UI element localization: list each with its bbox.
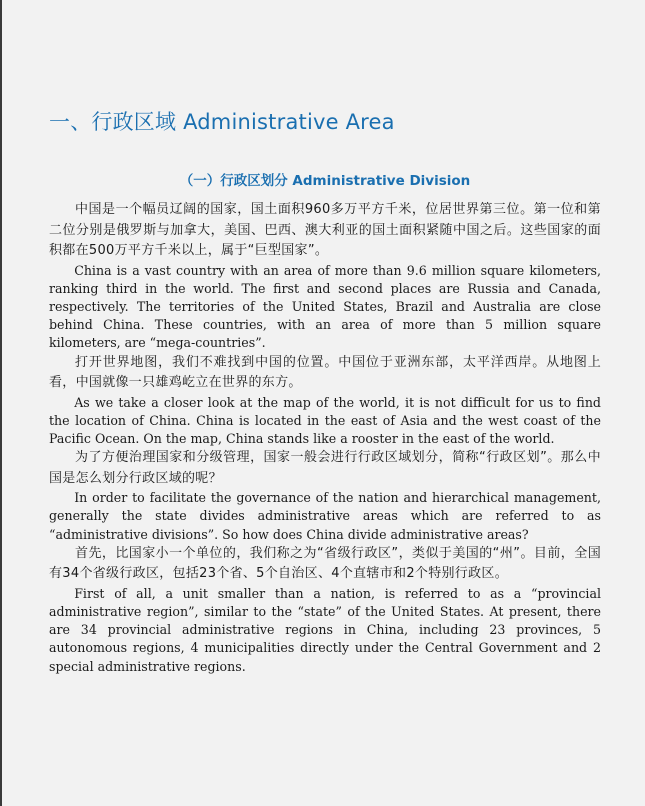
paragraph-zh-2: 打开世界地图，我们不难找到中国的位置。中国位于亚洲东部，太平洋西岸。从地图上看，中国就像一只雄鸡屹立在世界的东方。 xyxy=(49,354,601,391)
section-title: （一）行政区划分 Administrative Division xyxy=(179,173,471,189)
page-left-edge xyxy=(0,0,2,806)
paragraph-en-3: In order to facilitate the governance of the nation and hierarchical management, generally the state divides administrative areas which are referred to as “administrative divisions”. So how does China divide administrative areas? xyxy=(49,490,601,542)
paragraph-zh-1: 中国是一个幅员辽阔的国家，国土面积960多万平方千米，位居世界第三位。第一位和第二位分别是俄罗斯与加拿大，美国、巴西、澳大利亚的国土面积紧随中国之后。这些国家的面积都在500万平方千米以上，属于“巨型国家”。 xyxy=(49,202,601,258)
document-page xyxy=(49,106,601,676)
paragraph-en-1: China is a vast country with an area of more than 9.6 million square kilometers, ranking third in the world. The first and second places are Russia and Canada, respectively. The territories of the United States, Brazil and Australia are close behind China. These countries, with an area of more than 5 million square kilometers, are “mega-countries”. xyxy=(49,262,601,351)
chapter-title: 一、行政区域 Administrative Area xyxy=(49,110,395,134)
paragraph-zh-4: 首先，比国家小一个单位的，我们称之为“省级行政区”，类似于美国的“州”。目前，全国有34个省级行政区，包括23个省、5个自治区、4个直辖市和2个特别行政区。 xyxy=(49,545,601,582)
paragraph-en-4: First of all, a unit smaller than a nation, is referred to as a “provincial administrative region”, similar to the “state” of the United States. At present, there are 34 provincial administrative regions in China, including 23 provinces, 5 autonomous regions, 4 municipalities directly under the Central Government and 2 special administrative regions. xyxy=(49,585,601,674)
paragraph-zh-3: 为了方便治理国家和分级管理，国家一般会进行行政区域划分，简称“行政区划”。那么中国是怎么划分行政区域的呢？ xyxy=(49,450,601,486)
paragraph-en-2: As we take a closer look at the map of the world, it is not difficult for us to find the location of China. China is located in the east of Asia and the west coast of the Pacific Ocean. On the map, China stands like a rooster in the east of the world. xyxy=(49,394,601,446)
